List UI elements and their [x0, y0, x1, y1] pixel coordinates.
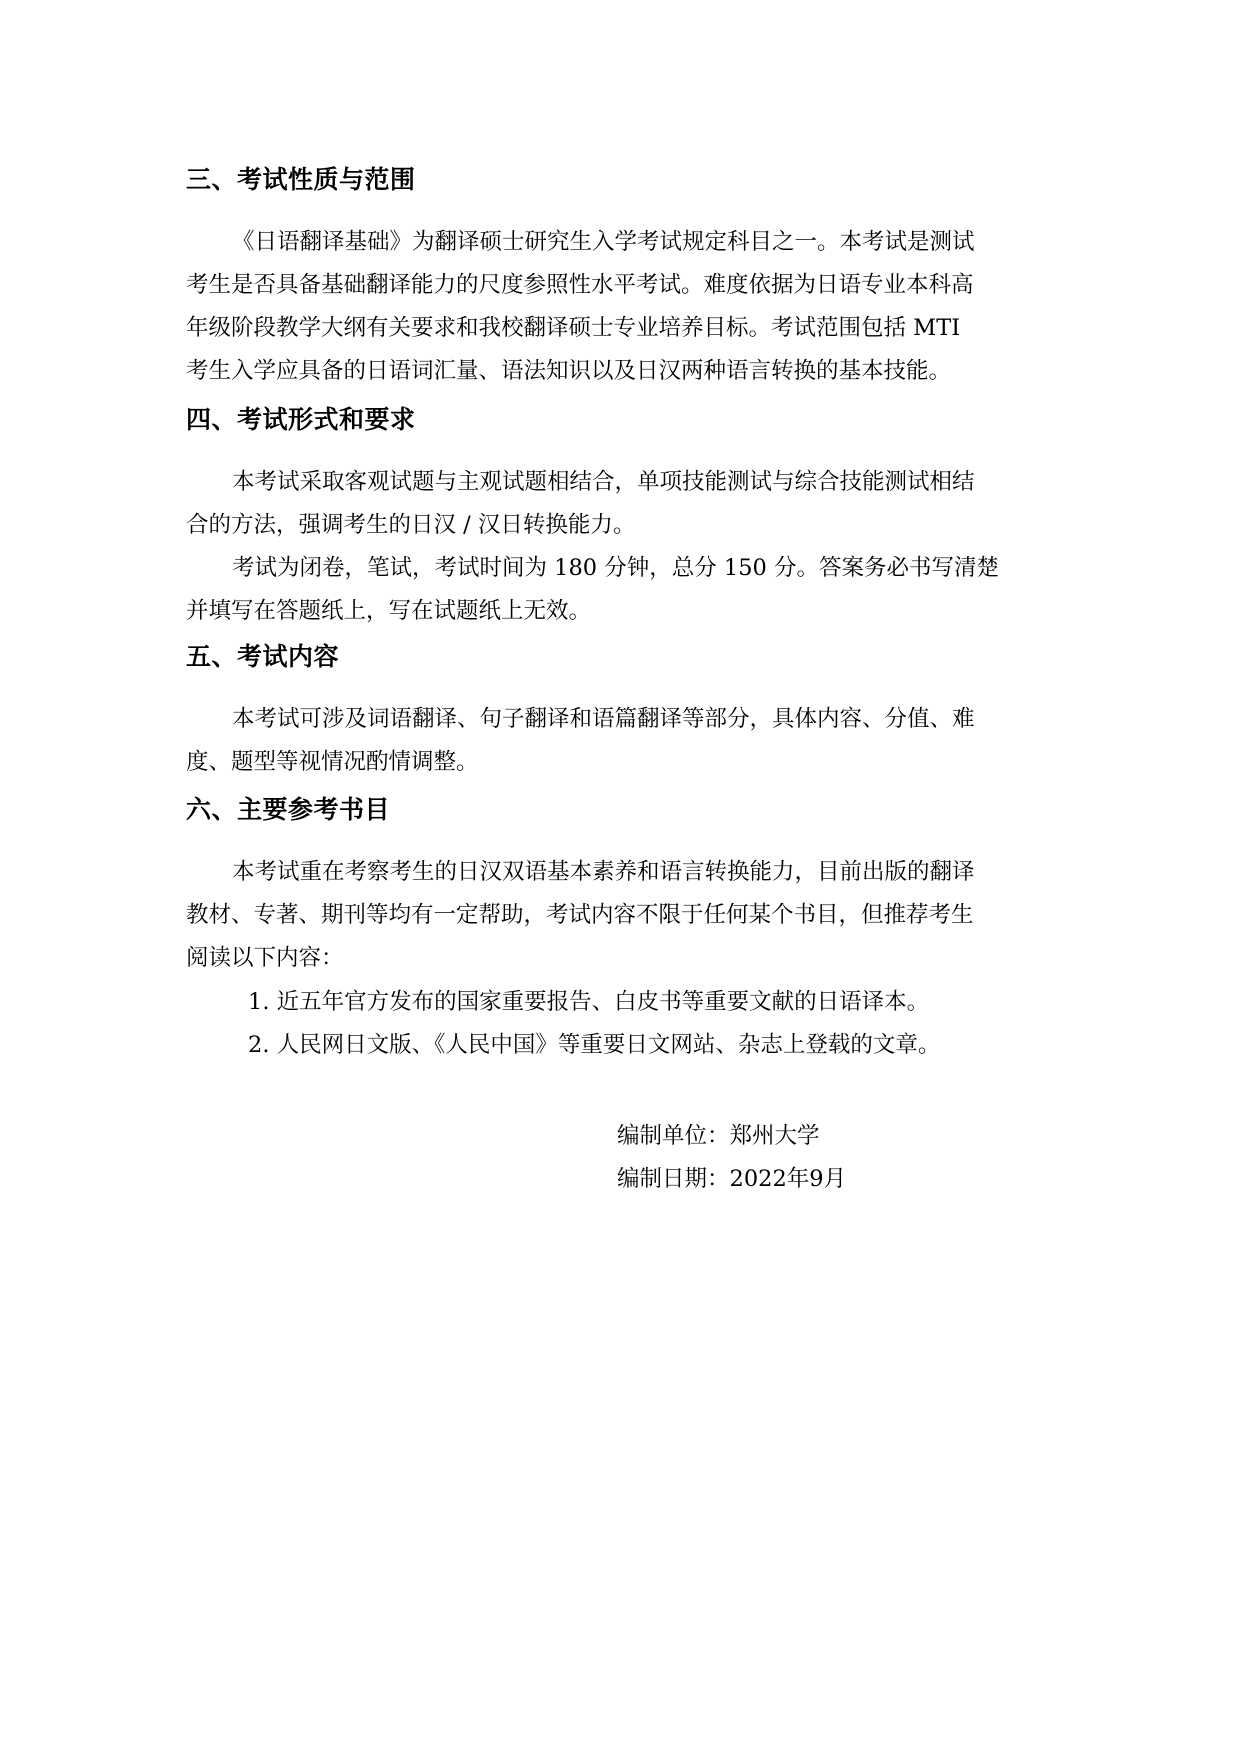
paragraph-line: 教材、专著、期刊等均有一定帮助，考试内容不限于任何某个书目，但推荐考生 [186, 902, 974, 928]
paragraph-line: 考试为闭卷，笔试，考试时间为 180 分钟，总分 150 分。答案务必书写清楚 [232, 555, 1000, 581]
paragraph-line: 考生入学应具备的日语词汇量、语法知识以及日汉两种语言转换的基本技能。 [186, 358, 952, 384]
section-heading-nature-scope: 三、考试性质与范围 [186, 165, 416, 194]
paragraph-line: 本考试可涉及词语翻译、句子翻译和语篇翻译等部分，具体内容、分值、难 [232, 706, 975, 732]
paragraph-line: 考生是否具备基础翻译能力的尺度参照性水平考试。难度依据为日语专业本科高 [186, 272, 974, 298]
list-item: 2. 人民网日文版、《人民中国》等重要日文网站、杂志上登载的文章。 [248, 1032, 941, 1058]
signature-date: 编制日期：2022年9月 [617, 1166, 847, 1192]
list-item: 1. 近五年官方发布的国家重要报告、白皮书等重要文献的日语译本。 [248, 989, 930, 1015]
section-heading-content: 五、考试内容 [186, 642, 340, 671]
section-heading-references: 六、主要参考书目 [186, 795, 391, 824]
section-heading-format-requirements: 四、考试形式和要求 [186, 405, 416, 434]
signature-unit: 编制单位：郑州大学 [617, 1123, 820, 1149]
paragraph-line: 《日语翻译基础》为翻译硕士研究生入学考试规定科目之一。本考试是测试 [232, 229, 975, 255]
paragraph-line: 度、题型等视情况酌情调整。 [186, 749, 479, 775]
paragraph-line: 年级阶段教学大纲有关要求和我校翻译硕士专业培养目标。考试范围包括 MTI [186, 315, 961, 341]
paragraph-line: 阅读以下内容： [186, 945, 344, 971]
paragraph-line: 本考试采取客观试题与主观试题相结合，单项技能测试与综合技能测试相结 [232, 469, 975, 495]
paragraph-line: 合的方法，强调考生的日汉 / 汉日转换能力。 [186, 512, 636, 538]
paragraph-line: 本考试重在考察考生的日汉双语基本素养和语言转换能力，目前出版的翻译 [232, 859, 975, 885]
paragraph-line: 并填写在答题纸上，写在试题纸上无效。 [186, 598, 592, 624]
